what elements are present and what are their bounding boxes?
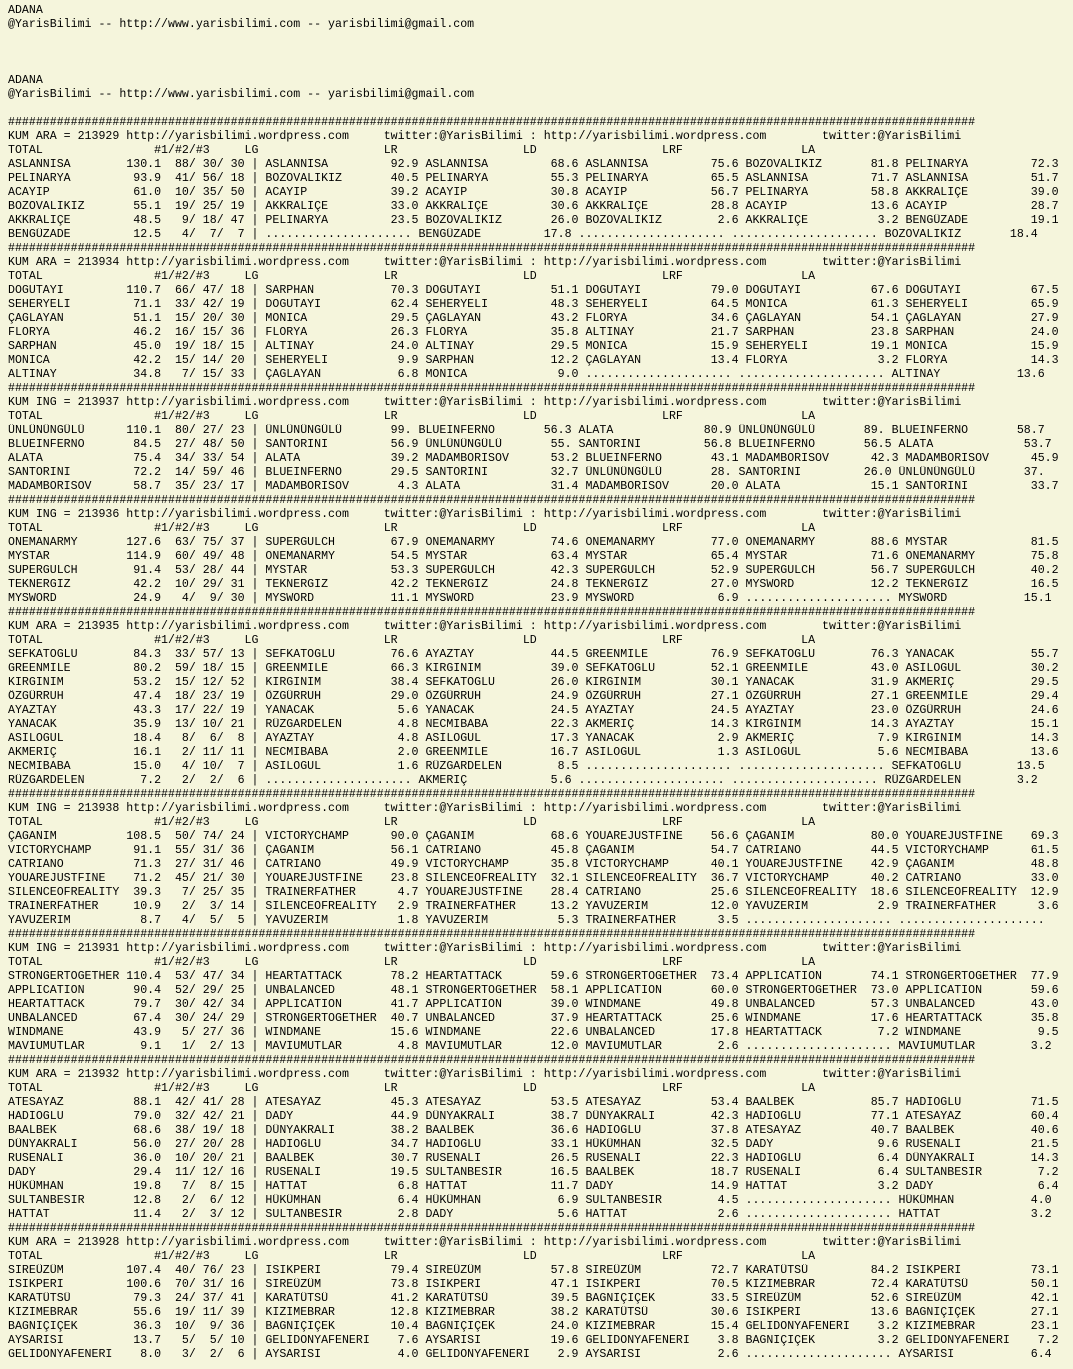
separator-line: ###########################################################################################################################################	[8, 1054, 976, 1067]
separator-line: ###########################################################################################################################################	[8, 1222, 976, 1235]
table-row: MAVIUMUTLAR 9.1 1/ 2/ 13 | MAVIUMUTLAR 4.8 MAVIUMUTLAR 12.0 MAVIUMUTLAR 2.6 ..................... MAVIUMUTLAR 3.2	[8, 1040, 1052, 1053]
table-row: MONICA 42.2 15/ 14/ 20 | SEHERYELI 9.9 SARPHAN 12.2 ÇAGLAYAN 13.4 FLORYA 3.2 FLORYA 14.3	[8, 354, 1059, 367]
table-row: HADIOGLU 79.0 32/ 42/ 21 | DADY 44.9 DÜNYAKRALI 38.7 DÜNYAKRALI 42.3 HADIOGLU 77.1 ATESAYAZ 60.4	[8, 1110, 1059, 1123]
table-row: GREENMILE 80.2 59/ 18/ 15 | GREENMILE 66.3 KIRGINIM 39.0 SEFKATOGLU 52.1 GREENMILE 43.0 ASILOGUL 30.2	[8, 662, 1059, 675]
table-row: ALATA 75.4 34/ 33/ 54 | ALATA 39.2 MADAMBORISOV 53.2 BLUEINFERNO 43.1 MADAMBORISOV 42.3 MADAMBORISOV 45.9	[8, 452, 1059, 465]
column-headers: TOTAL #1/#2/#3 LG LR LD LRF LA	[8, 522, 816, 535]
separator-line: ###########################################################################################################################################	[8, 116, 976, 129]
table-row: HATTAT 11.4 2/ 3/ 12 | SULTANBESIR 2.8 DADY 5.6 HATTAT 2.6 ..................... HATTAT 3.2	[8, 1208, 1052, 1221]
table-row: MYSTAR 114.9 60/ 49/ 48 | ONEMANARMY 54.5 MYSTAR 63.4 MYSTAR 65.4 MYSTAR 71.6 ONEMANARMY 75.8	[8, 550, 1059, 563]
race-header: KUM ARA = 213934 http://yarisbilimi.wordpress.com twitter:@YarisBilimi : http://yarisbilimi.wordpress.com twitter:@YarisBilimi	[8, 256, 962, 269]
table-row: KIZIMEBRAR 55.6 19/ 11/ 39 | KIZIMEBRAR 12.8 KIZIMEBRAR 38.2 KARATÜTSÜ 30.6 ISIKPERI 13.6 BAGNIÇIÇEK 27.1	[8, 1306, 1059, 1319]
race-section	[8, 1054, 1073, 1222]
separator-line: ###########################################################################################################################################	[8, 606, 976, 619]
race-header: KUM ARA = 213929 http://yarisbilimi.wordpress.com twitter:@YarisBilimi : http://yarisbilimi.wordpress.com twitter:@YarisBilimi	[8, 130, 962, 143]
table-row: YANACAK 35.9 13/ 10/ 21 | RÜZGARDELEN 4.8 NECMIBABA 22.3 AKMERIÇ 14.3 KIRGINIM 14.3 AYAZTAY 15.1	[8, 718, 1059, 731]
table-row: ATESAYAZ 88.1 42/ 41/ 28 | ATESAYAZ 45.3 ATESAYAZ 53.5 ATESAYAZ 53.4 BAALBEK 85.7 HADIOGLU 71.5	[8, 1096, 1059, 1109]
credit-line: @YarisBilimi -- http://www.yarisbilimi.com -- yarisbilimi@gmail.com	[8, 18, 475, 31]
document-title: ADANA	[8, 4, 43, 17]
race-section	[8, 606, 1073, 788]
table-row: RÜZGARDELEN 7.2 2/ 2/ 6 | ..................... AKMERIÇ 5.6 ..................... ..................... RÜZGARDELEN 3.2	[8, 774, 1038, 787]
table-row: SUPERGULCH 91.4 53/ 28/ 44 | MYSTAR 53.3 SUPERGULCH 42.3 SUPERGULCH 52.9 SUPERGULCH 56.7 SUPERGULCH 40.2	[8, 564, 1059, 577]
table-row: KARATÜTSÜ 79.3 24/ 37/ 41 | KARATÜTSÜ 41.2 KARATÜTSÜ 39.5 BAGNIÇIÇEK 33.5 SIREÜZÜM 52.6 SIREÜZÜM 42.1	[8, 1292, 1059, 1305]
table-row: SILENCEOFREALITY 39.3 7/ 25/ 35 | TRAINERFATHER 4.7 YOUAREJUSTFINE 28.4 CATRIANO 25.6 SILENCEOFREALITY 18.6 SILENCEOFREALITY 12.9	[8, 886, 1059, 899]
table-row: ÇAGLAYAN 51.1 15/ 20/ 30 | MONICA 29.5 ÇAGLAYAN 43.2 FLORYA 34.6 ÇAGLAYAN 54.1 ÇAGLAYAN 27.9	[8, 312, 1059, 325]
table-row: ASLANNISA 130.1 88/ 30/ 30 | ASLANNISA 92.9 ASLANNISA 68.6 ASLANNISA 75.6 BOZOVALIKIZ 81.8 PELINARYA 72.3	[8, 158, 1059, 171]
race-header: KUM ING = 213938 http://yarisbilimi.wordpress.com twitter:@YarisBilimi : http://yarisbilimi.wordpress.com twitter:@YarisBilimi	[8, 802, 962, 815]
spacer	[8, 32, 1073, 46]
separator-line: ###########################################################################################################################################	[8, 788, 976, 801]
table-row: YAVUZERIM 8.7 4/ 5/ 5 | YAVUZERIM 1.8 YAVUZERIM 5.3 TRAINERFATHER 3.5 ..................... .....................	[8, 914, 1045, 927]
table-row: DADY 29.4 11/ 12/ 16 | RUSENALI 19.5 SULTANBESIR 16.5 BAALBEK 18.7 RUSENALI 6.4 SULTANBESIR 7.2	[8, 1166, 1059, 1179]
table-row: AYSARISI 13.7 5/ 5/ 10 | GELIDONYAFENERI 7.6 AYSARISI 19.6 GELIDONYAFENERI 3.8 BAGNIÇIÇEK 3.2 GELIDONYAFENERI 7.2	[8, 1334, 1059, 1347]
table-row: ÖZGÜRRUH 47.4 18/ 23/ 19 | ÖZGÜRRUH 29.0 ÖZGÜRRUH 24.9 ÖZGÜRRUH 27.1 ÖZGÜRRUH 27.1 GREENMILE 29.4	[8, 690, 1059, 703]
table-row: NECMIBABA 15.0 4/ 10/ 7 | ASILOGUL 1.6 RÜZGARDELEN 8.5 ..................... ..................... SEFKATOGLU 13.5	[8, 760, 1045, 773]
race-section	[8, 1222, 1073, 1362]
spacer	[8, 102, 1073, 116]
separator-line: ###########################################################################################################################################	[8, 242, 976, 255]
table-row: ÜNLÜNÜNGÜLÜ 110.1 80/ 27/ 23 | ÜNLÜNÜNGÜLÜ 99. BLUEINFERNO 56.3 ALATA 80.9 ÜNLÜNÜNGÜLÜ 89. BLUEINFERNO 58.7	[8, 424, 1045, 437]
separator-line: ###########################################################################################################################################	[8, 928, 976, 941]
table-row: ÇAGANIM 108.5 50/ 74/ 24 | VICTORYCHAMP 90.0 ÇAGANIM 68.6 YOUAREJUSTFINE 56.6 ÇAGANIM 80.0 YOUAREJUSTFINE 69.3	[8, 830, 1059, 843]
credit-line-repeat: @YarisBilimi -- http://www.yarisbilimi.com -- yarisbilimi@gmail.com	[8, 88, 475, 101]
table-row: HEARTATTACK 79.7 30/ 42/ 34 | APPLICATION 41.7 APPLICATION 39.0 WINDMANE 49.8 UNBALANCED 57.3 UNBALANCED 43.0	[8, 998, 1059, 1011]
table-row: ACAYIP 61.0 10/ 35/ 50 | ACAYIP 39.2 ACAYIP 30.8 ACAYIP 56.7 PELINARYA 58.8 AKKRALIÇE 39.0	[8, 186, 1059, 199]
race-section	[8, 494, 1073, 606]
table-row: PELINARYA 93.9 41/ 56/ 18 | BOZOVALIKIZ 40.5 PELINARYA 55.3 PELINARYA 65.5 ASLANNISA 71.7 ASLANNISA 51.7	[8, 172, 1059, 185]
race-section	[8, 242, 1073, 382]
table-row: ALTINAY 34.8 7/ 15/ 33 | ÇAGLAYAN 6.8 MONICA 9.0 ..................... ..................... ALTINAY 13.6	[8, 368, 1045, 381]
table-row: BAGNIÇIÇEK 36.3 10/ 9/ 36 | BAGNIÇIÇEK 10.4 BAGNIÇIÇEK 24.0 KIZIMEBRAR 15.4 GELIDONYAFENERI 3.2 KIZIMEBRAR 23.1	[8, 1320, 1059, 1333]
table-row: ONEMANARMY 127.6 63/ 75/ 37 | SUPERGULCH 67.9 ONEMANARMY 74.6 ONEMANARMY 77.0 ONEMANARMY 88.6 MYSTAR 81.5	[8, 536, 1059, 549]
table-row: AKKRALIÇE 48.5 9/ 18/ 47 | PELINARYA 23.5 BOZOVALIKIZ 26.0 BOZOVALIKIZ 2.6 AKKRALIÇE 3.2 BENGÜZADE 19.1	[8, 214, 1059, 227]
column-headers: TOTAL #1/#2/#3 LG LR LD LRF LA	[8, 956, 816, 969]
race-section	[8, 382, 1073, 494]
table-row: CATRIANO 71.3 27/ 31/ 46 | CATRIANO 49.9 VICTORYCHAMP 35.8 VICTORYCHAMP 40.1 YOUAREJUSTFINE 42.9 ÇAGANIM 48.8	[8, 858, 1059, 871]
table-row: ASILOGUL 18.4 8/ 6/ 8 | AYAZTAY 4.8 ASILOGUL 17.3 YANACAK 2.9 AKMERIÇ 7.9 KIRGINIM 14.3	[8, 732, 1059, 745]
spacer	[8, 46, 1073, 60]
race-header: KUM ING = 213931 http://yarisbilimi.wordpress.com twitter:@YarisBilimi : http://yarisbilimi.wordpress.com twitter:@YarisBilimi	[8, 942, 962, 955]
table-row: BAALBEK 68.6 38/ 19/ 18 | DÜNYAKRALI 38.2 BAALBEK 36.6 HADIOGLU 37.8 ATESAYAZ 40.7 BAALBEK 40.6	[8, 1124, 1059, 1137]
table-row: APPLICATION 90.4 52/ 29/ 25 | UNBALANCED 48.1 STRONGERTOGETHER 58.1 APPLICATION 60.0 STRONGERTOGETHER 73.0 APPLICATION 59.6	[8, 984, 1059, 997]
table-row: TRAINERFATHER 10.9 2/ 3/ 14 | SILENCEOFREALITY 2.9 TRAINERFATHER 13.2 YAVUZERIM 12.0 YAVUZERIM 2.9 TRAINERFATHER 3.6	[8, 900, 1059, 913]
table-row: SARPHAN 45.0 19/ 18/ 15 | ALTINAY 24.0 ALTINAY 29.5 MONICA 15.9 SEHERYELI 19.1 MONICA 15.9	[8, 340, 1059, 353]
table-row: BLUEINFERNO 84.5 27/ 48/ 50 | SANTORINI 56.9 ÜNLÜNÜNGÜLÜ 55. SANTORINI 56.8 BLUEINFERNO 56.5 ALATA 53.7	[8, 438, 1052, 451]
race-header: KUM ING = 213937 http://yarisbilimi.wordpress.com twitter:@YarisBilimi : http://yarisbilimi.wordpress.com twitter:@YarisBilimi	[8, 396, 962, 409]
race-section	[8, 928, 1073, 1054]
table-row: BOZOVALIKIZ 55.1 19/ 25/ 19 | AKKRALIÇE 33.0 AKKRALIÇE 30.6 AKKRALIÇE 28.8 ACAYIP 13.6 ACAYIP 28.7	[8, 200, 1059, 213]
race-section	[8, 788, 1073, 928]
table-row: GELIDONYAFENERI 8.0 3/ 2/ 6 | AYSARISI 4.0 GELIDONYAFENERI 2.9 AYSARISI 2.6 ..................... AYSARISI 6.4	[8, 1348, 1052, 1361]
table-row: AKMERIÇ 16.1 2/ 11/ 11 | NECMIBABA 2.0 GREENMILE 16.7 ASILOGUL 1.3 ASILOGUL 5.6 NECMIBABA 13.6	[8, 746, 1059, 759]
table-row: SEFKATOGLU 84.3 33/ 57/ 13 | SEFKATOGLU 76.6 AYAZTAY 44.5 GREENMILE 76.9 SEFKATOGLU 76.3 YANACAK 55.7	[8, 648, 1059, 661]
column-headers: TOTAL #1/#2/#3 LG LR LD LRF LA	[8, 144, 816, 157]
table-row: YOUAREJUSTFINE 71.2 45/ 21/ 30 | YOUAREJUSTFINE 23.8 SILENCEOFREALITY 32.1 SILENCEOFREALITY 36.7 VICTORYCHAMP 40.2 CATRIANO 33.0	[8, 872, 1059, 885]
table-row: HÜKÜMHAN 19.8 7/ 8/ 15 | HATTAT 6.8 HATTAT 11.7 DADY 14.9 HATTAT 3.2 DADY 6.4	[8, 1180, 1059, 1193]
table-row: SIREÜZÜM 107.4 40/ 76/ 23 | ISIKPERI 79.4 SIREÜZÜM 57.8 SIREÜZÜM 72.7 KARATÜTSÜ 84.2 ISIKPERI 73.1	[8, 1264, 1059, 1277]
spacer	[8, 60, 1073, 74]
race-header: KUM ARA = 213932 http://yarisbilimi.wordpress.com twitter:@YarisBilimi : http://yarisbilimi.wordpress.com twitter:@YarisBilimi	[8, 1068, 962, 1081]
column-headers: TOTAL #1/#2/#3 LG LR LD LRF LA	[8, 1082, 816, 1095]
race-sections	[8, 116, 1073, 1362]
table-row: TEKNERGIZ 42.2 10/ 29/ 31 | TEKNERGIZ 42.2 TEKNERGIZ 24.8 TEKNERGIZ 27.0 MYSWORD 12.2 TEKNERGIZ 16.5	[8, 578, 1059, 591]
race-header: KUM ARA = 213928 http://yarisbilimi.wordpress.com twitter:@YarisBilimi : http://yarisbilimi.wordpress.com twitter:@YarisBilimi	[8, 1236, 962, 1249]
column-headers: TOTAL #1/#2/#3 LG LR LD LRF LA	[8, 410, 816, 423]
column-headers: TOTAL #1/#2/#3 LG LR LD LRF LA	[8, 270, 816, 283]
race-section	[8, 116, 1073, 242]
table-row: SULTANBESIR 12.8 2/ 6/ 12 | HÜKÜMHAN 6.4 HÜKÜMHAN 6.9 SULTANBESIR 4.5 ..................... HÜKÜMHAN 4.0	[8, 1194, 1052, 1207]
race-header: KUM ARA = 213935 http://yarisbilimi.wordpress.com twitter:@YarisBilimi : http://yarisbilimi.wordpress.com twitter:@YarisBilimi	[8, 620, 962, 633]
table-row: DOGUTAYI 110.7 66/ 47/ 18 | SARPHAN 70.3 DOGUTAYI 51.1 DOGUTAYI 79.0 DOGUTAYI 67.6 DOGUTAYI 67.5	[8, 284, 1059, 297]
table-row: WINDMANE 43.9 5/ 27/ 36 | WINDMANE 15.6 WINDMANE 22.6 UNBALANCED 17.8 HEARTATTACK 7.2 WINDMANE 9.5	[8, 1026, 1059, 1039]
document-title-repeat: ADANA	[8, 74, 43, 87]
table-row: UNBALANCED 67.4 30/ 24/ 29 | STRONGERTOGETHER 40.7 UNBALANCED 37.9 HEARTATTACK 25.6 WINDMANE 17.6 HEARTATTACK 35.8	[8, 1012, 1059, 1025]
column-headers: TOTAL #1/#2/#3 LG LR LD LRF LA	[8, 634, 816, 647]
table-row: AYAZTAY 43.3 17/ 22/ 19 | YANACAK 5.6 YANACAK 24.5 AYAZTAY 24.5 AYAZTAY 23.0 ÖZGÜRRUH 24.6	[8, 704, 1059, 717]
separator-line: ###########################################################################################################################################	[8, 494, 976, 507]
table-row: MYSWORD 24.9 4/ 9/ 30 | MYSWORD 11.1 MYSWORD 23.9 MYSWORD 6.9 ..................... MYSWORD 15.1	[8, 592, 1052, 605]
table-row: DÜNYAKRALI 56.0 27/ 20/ 28 | HADIOGLU 34.7 HADIOGLU 33.1 HÜKÜMHAN 32.5 DADY 9.6 RUSENALI 21.5	[8, 1138, 1059, 1151]
table-row: FLORYA 46.2 16/ 15/ 36 | FLORYA 26.3 FLORYA 35.8 ALTINAY 21.7 SARPHAN 23.8 SARPHAN 24.0	[8, 326, 1059, 339]
table-row: ISIKPERI 100.6 70/ 31/ 16 | SIREÜZÜM 73.8 ISIKPERI 47.1 ISIKPERI 70.5 KIZIMEBRAR 72.4 KARATÜTSÜ 50.1	[8, 1278, 1059, 1291]
table-row: SANTORINI 72.2 14/ 59/ 46 | BLUEINFERNO 29.5 SANTORINI 32.7 ÜNLÜNÜNGÜLÜ 28. SANTORINI 26.0 ÜNLÜNÜNGÜLÜ 37.	[8, 466, 1045, 479]
table-row: KIRGINIM 53.2 15/ 12/ 52 | KIRGINIM 38.4 SEFKATOGLU 26.0 KIRGINIM 30.1 YANACAK 31.9 AKMERIÇ 29.5	[8, 676, 1059, 689]
column-headers: TOTAL #1/#2/#3 LG LR LD LRF LA	[8, 816, 816, 829]
column-headers: TOTAL #1/#2/#3 LG LR LD LRF LA	[8, 1250, 816, 1263]
table-row: MADAMBORISOV 58.7 35/ 23/ 17 | MADAMBORISOV 4.3 ALATA 31.4 MADAMBORISOV 20.0 ALATA 15.1 SANTORINI 33.7	[8, 480, 1059, 493]
table-row: RUSENALI 36.0 10/ 20/ 21 | BAALBEK 30.7 RUSENALI 26.5 RUSENALI 22.3 HADIOGLU 6.4 DÜNYAKRALI 14.3	[8, 1152, 1059, 1165]
table-row: BENGÜZADE 12.5 4/ 7/ 7 | ..................... BENGÜZADE 17.8 ..................... ..................... BOZOVALIKIZ 18.4	[8, 228, 1038, 241]
table-row: SEHERYELI 71.1 33/ 42/ 19 | DOGUTAYI 62.4 SEHERYELI 48.3 SEHERYELI 64.5 MONICA 61.3 SEHERYELI 65.9	[8, 298, 1059, 311]
table-row: STRONGERTOGETHER 110.4 53/ 47/ 34 | HEARTATTACK 78.2 HEARTATTACK 59.6 STRONGERTOGETHER 73.4 APPLICATION 74.1 STRONGERTOGETHER 77.9	[8, 970, 1059, 983]
separator-line: ###########################################################################################################################################	[8, 382, 976, 395]
table-row: VICTORYCHAMP 91.1 55/ 31/ 36 | ÇAGANIM 56.1 CATRIANO 45.8 ÇAGANIM 54.7 CATRIANO 44.5 VICTORYCHAMP 61.5	[8, 844, 1059, 857]
race-header: KUM ING = 213936 http://yarisbilimi.wordpress.com twitter:@YarisBilimi : http://yarisbilimi.wordpress.com twitter:@YarisBilimi	[8, 508, 962, 521]
